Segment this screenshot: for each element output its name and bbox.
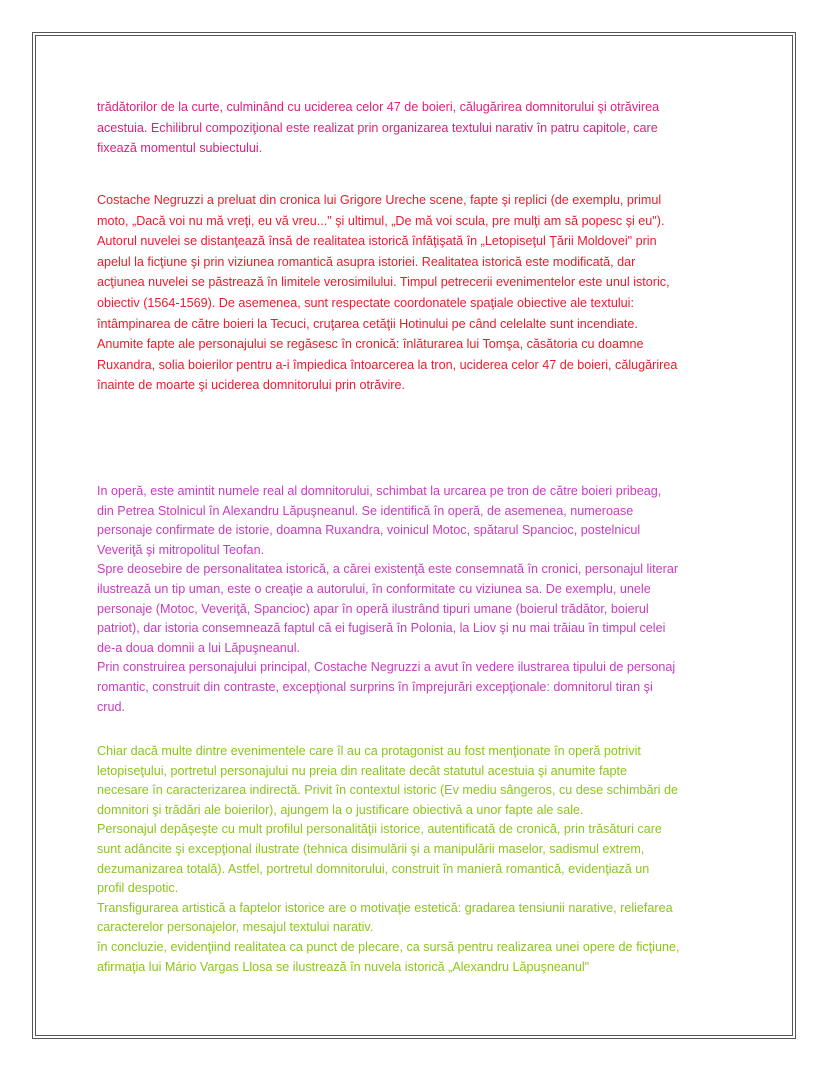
text-line: necesare în caracterizarea indirectă. Privit în contextul istoric (Ev mediu sângeros, cu dese schimbări de xyxy=(97,783,678,798)
text-line: obiectiv (1564-1569). De asemenea, sunt respectate coordonatele spaţiale obiective ale textului: xyxy=(97,295,634,310)
text-line: în concluzie, evidenţiind realitatea ca punct de plecare, ca sursă pentru realizarea unei opere de ficţiune, xyxy=(97,939,680,954)
text-line: întâmpinarea de către boieri la Tecuci, cruţarea cetăţii Hotinului pe când celelalte sunt incendiate. xyxy=(97,316,638,331)
text-line: romantic, construit din contraste, excepţional surprins în împrejurări excepţionale: domnitorul tiran şi xyxy=(97,679,653,694)
text-line: moto, „Dacă voi nu mă vreţi, eu vă vreu..." şi ultimul, „De mă voi scula, pre mulţi am să popesc şi eu"). xyxy=(97,213,665,228)
text-line: fixează momentul subiectului. xyxy=(97,141,263,156)
paragraph-historical-characters xyxy=(97,482,747,717)
text-line: personaje (Motoc, Veveriţă, Spancioc) apar în operă ilustrând tipuri umane (boierul trădător, boierul xyxy=(97,601,649,616)
text-line: profil despotic. xyxy=(97,881,179,896)
text-line: acestuia. Echilibrul compoziţional este realizat prin organizarea textului narativ în patru capitole, care xyxy=(97,120,658,135)
text-line: apelul la ficţiune şi prin viziunea romantică asupra istoriei. Realitatea istorică este modificată, dar xyxy=(97,254,636,269)
text-line: acţiunea nuvelei se păstrează în limitele verosimilului. Timpul petrecerii evenimentelor este unul istoric, xyxy=(97,275,670,290)
text-line: Spre deosebire de personalitatea istorică, a cărei existenţă este consemnată în cronici, personajul literar xyxy=(97,562,679,577)
text-line: patriot), dar istoria consemnează faptul că ei fugiseră în Polonia, la Liov şi nu mai trăiau în timpul celei xyxy=(97,621,666,636)
text-line: Chiar dacă multe dintre evenimentele care îl au ca protagonist au fost menţionate în operă potrivit xyxy=(97,744,641,758)
text-line: In operă, este amintit numele real al domnitorului, schimbat la urcarea pe tron de către boieri pribeag, xyxy=(97,484,662,498)
text-line: ilustrează un tip uman, este o creaţie a autorului, în conformitate cu viziunea sa. De exemplu, unele xyxy=(97,581,651,596)
text-line: Prin construirea personajului principal, Costache Negruzzi a avut în vedere ilustrarea tipului de personaj xyxy=(97,660,676,675)
text-line: înainte de moarte şi uciderea domnitorului prin otrăvire. xyxy=(97,378,406,393)
text-line: Autorul nuvelei se distanţează însă de realitatea istorică înfăţişată în „Letopiseţul Ţării Moldovei" prin xyxy=(97,234,657,249)
text-line: personaje confirmate de istorie, doamna Ruxandra, voinicul Motoc, spătarul Spancioc, postelnicul xyxy=(97,523,641,538)
paragraph-composition xyxy=(97,97,747,159)
text-line: domnitori şi trădări ale boierilor), ajungem la o justificare obiectivă a unor fapte ale sale. xyxy=(97,802,584,817)
text-line: Costache Negruzzi a preluat din cronica lui Grigore Ureche scene, fapte şi replici (de exemplu, primul xyxy=(97,193,662,207)
text-line: sunt adâncite şi excepţional ilustrate (tehnica disimulării şi a manipulării maselor, sadismul extrem, xyxy=(97,841,645,856)
text-line: trădătorilor de la curte, culminând cu uciderea celor 47 de boieri, călugărirea domnitorului şi otrăvirea xyxy=(97,100,660,114)
text-line: caracterelor personajelor, mesajul textului narativ. xyxy=(97,920,374,935)
text-line: Transfigurarea artistică a faptelor istorice are o motivaţie estetică: gradarea tensiunii narative, reliefarea xyxy=(97,900,673,915)
text-line: din Petrea Stolnicul în Alexandru Lăpuşneanul. Se identifică în operă, de asemenea, numeroase xyxy=(97,503,634,518)
text-line: Veveriţă şi mitropolitul Teofan. xyxy=(97,542,265,557)
text-line: Personajul depăşeşte cu mult profilul personalităţii istorice, autentificată de cronică, prin trăsături care xyxy=(97,822,662,837)
text-line: Anumite fapte ale personajului se regăsesc în cronică: înlăturarea lui Tomşa, căsătoria cu doamne xyxy=(97,337,644,352)
text-line: Ruxandra, solia boierilor pentru a-i împiedica întoarcerea la tron, uciderea celor 47 de boieri, călugărirea xyxy=(97,357,678,372)
text-line: afirmaţia lui Mário Vargas Llosa se ilustrează în nuvela istorică „Alexandru Lăpuşneanul" xyxy=(97,959,590,974)
text-line: letopiseţului, portretul personajului nu preia din realitate decât statutul acestuia şi anumite fapte xyxy=(97,763,627,778)
text-line: de-a doua domnii a lui Lăpuşneanul. xyxy=(97,640,301,655)
paragraph-chronicle-sources xyxy=(97,190,747,396)
paragraph-conclusion xyxy=(97,742,747,977)
text-line: dezumanizarea totală). Astfel, portretul domnitorului, construit în manieră romantică, evidenţiază un xyxy=(97,861,650,876)
text-line: crud. xyxy=(97,699,125,714)
